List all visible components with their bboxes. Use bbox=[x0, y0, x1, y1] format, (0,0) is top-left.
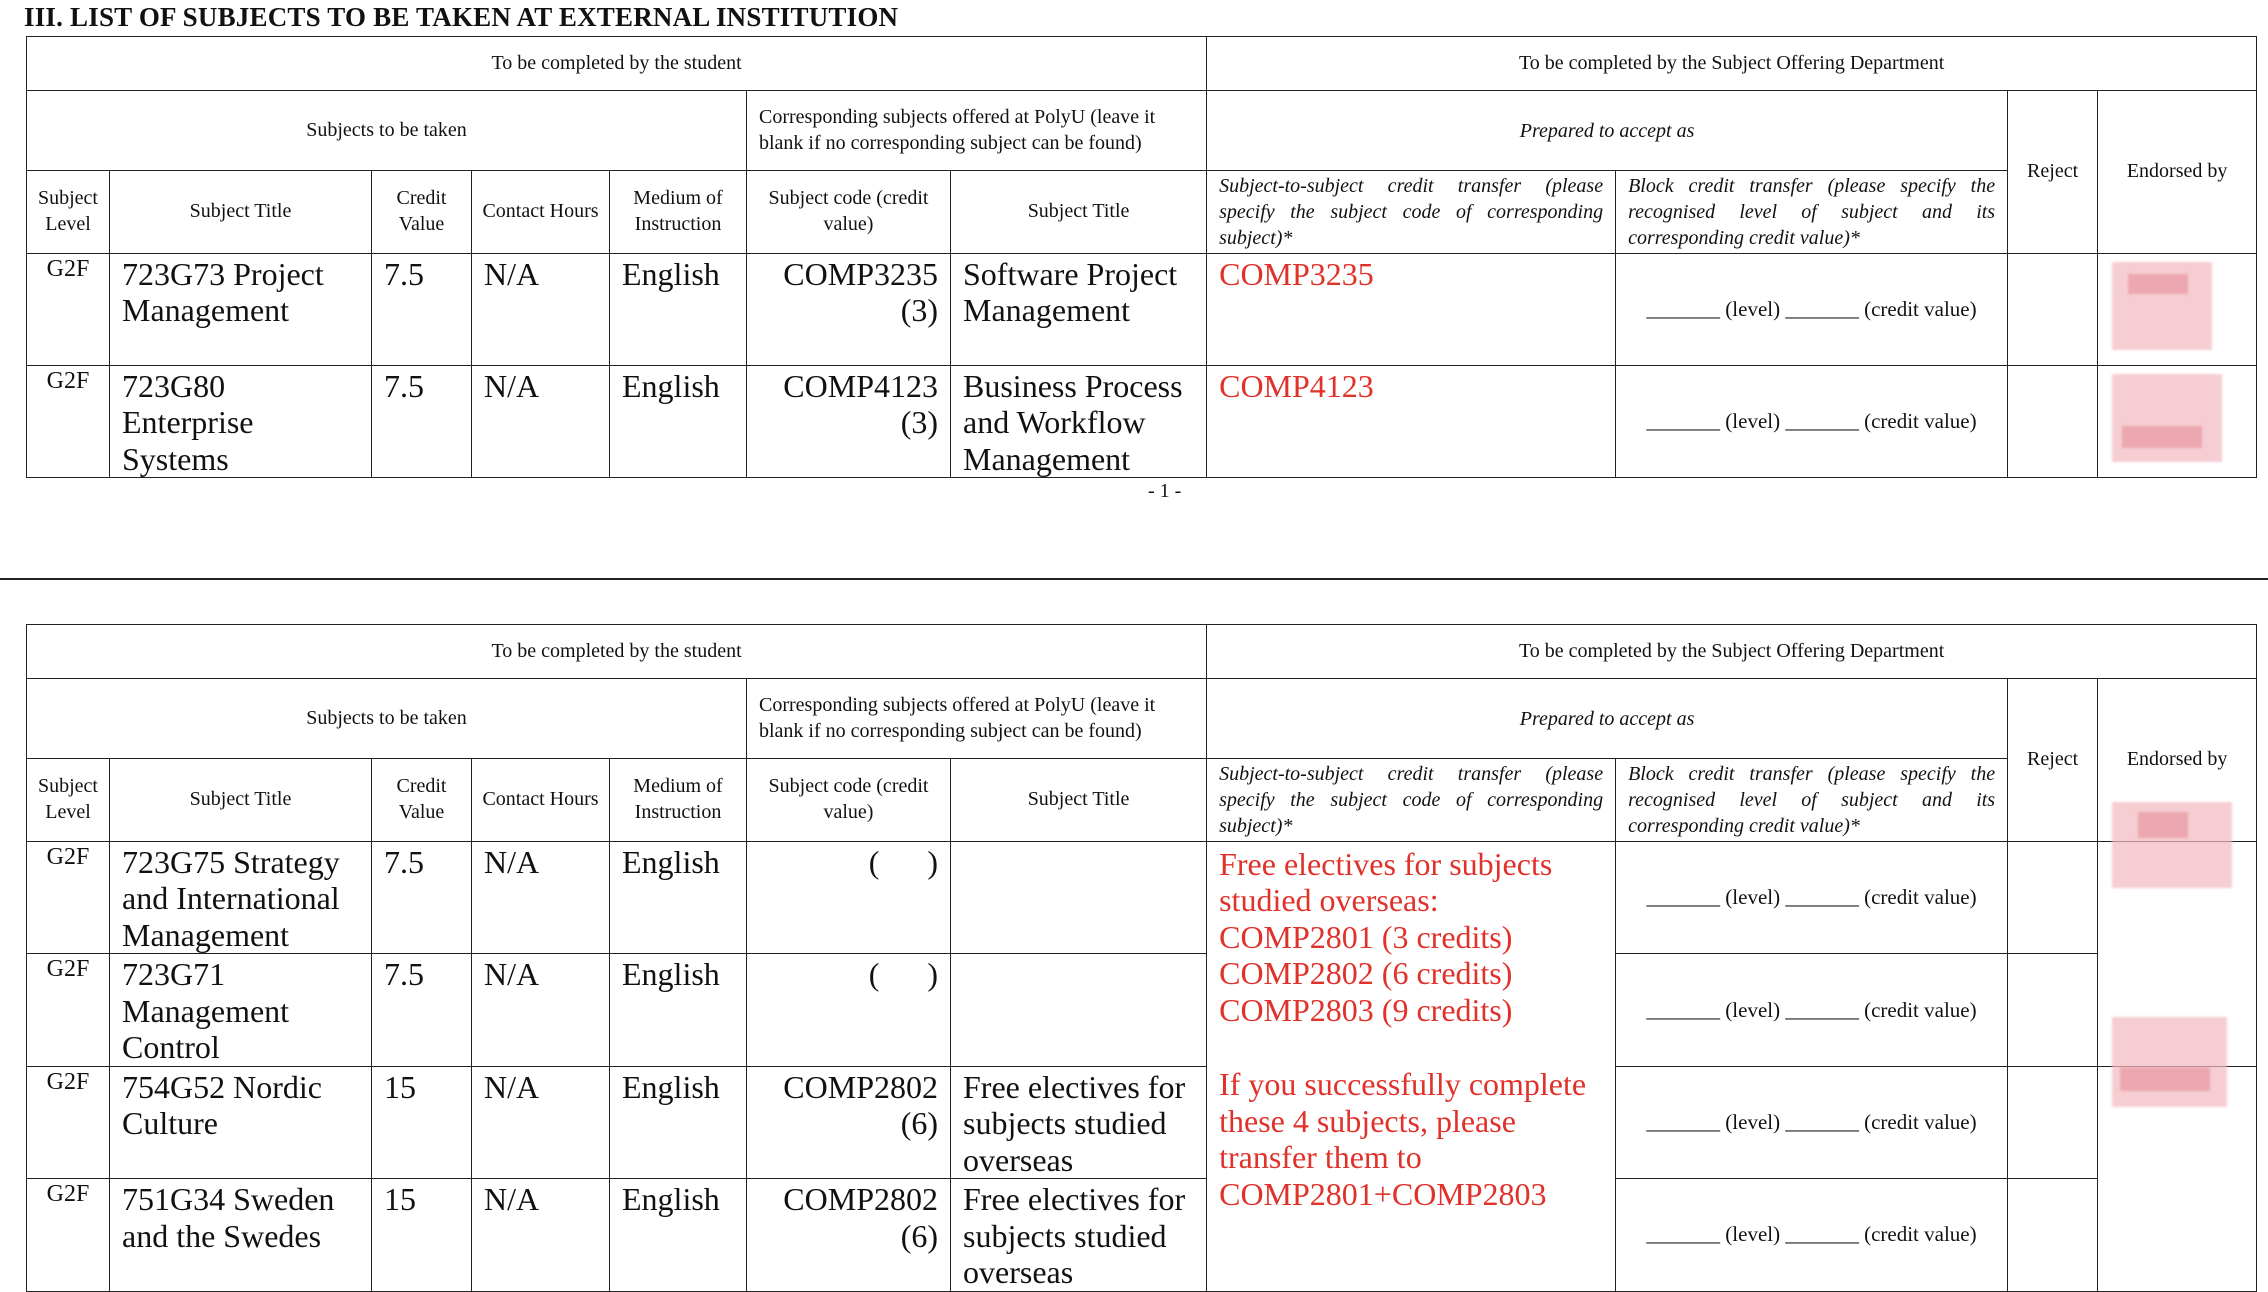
student-section-header: To be completed by the student bbox=[27, 37, 1207, 91]
contact-hours: N/A bbox=[472, 954, 610, 1066]
subject-level-header: Subject Level bbox=[27, 171, 110, 254]
signature-redacted bbox=[2098, 254, 2257, 366]
note-line: COMP2803 (9 credits) bbox=[1219, 991, 1513, 1028]
s2s-header: Subject-to-subject credit transfer (please specify the subject code of corresponding subject)* bbox=[1207, 759, 1616, 842]
reject-cell bbox=[2008, 1179, 2098, 1291]
credit-value-header: Credit Value bbox=[372, 759, 472, 842]
department-section-header: To be completed by the Subject Offering Department bbox=[1207, 625, 2257, 679]
subject-title: 723G71 Management Control bbox=[110, 954, 372, 1066]
subject-code: COMP4123 (3) bbox=[747, 366, 951, 478]
table-row bbox=[27, 254, 2257, 366]
block-credit-blank: _______ (level) _______ (credit value) bbox=[1616, 254, 2008, 366]
subject-code: COMP3235 (3) bbox=[747, 254, 951, 366]
reject-cell bbox=[2008, 1066, 2098, 1178]
subject-code: COMP2802 (6) bbox=[747, 1179, 951, 1291]
subject-level: G2F bbox=[27, 1179, 110, 1291]
endorsed-by-header: Endorsed by bbox=[2098, 91, 2257, 254]
subject-level: G2F bbox=[27, 954, 110, 1066]
table-row bbox=[27, 1179, 2257, 1291]
subject-code-header: Subject code (credit value) bbox=[747, 759, 951, 842]
department-section-header: To be completed by the Subject Offering Department bbox=[1207, 37, 2257, 91]
table-row bbox=[27, 842, 2257, 954]
note-line: Free electives for subjects studied overseas: bbox=[1219, 846, 1553, 919]
s2s-value: COMP3235 bbox=[1207, 254, 1616, 366]
credit-value: 15 bbox=[372, 1066, 472, 1178]
subject-title-header: Subject Title bbox=[110, 171, 372, 254]
polyu-title: Free electives for subjects studied overseas bbox=[951, 1179, 1207, 1291]
reject-cell bbox=[2008, 842, 2098, 954]
credit-value: 7.5 bbox=[372, 254, 472, 366]
polyu-title bbox=[951, 954, 1207, 1066]
medium: English bbox=[610, 254, 747, 366]
subject-title: 723G73 Project Management bbox=[110, 254, 372, 366]
note-line: COMP2801 (3 credits) bbox=[1219, 918, 1513, 955]
subject-title-header: Subject Title bbox=[110, 759, 372, 842]
polyu-title-header: Subject Title bbox=[951, 171, 1207, 254]
signature-redacted bbox=[2098, 366, 2257, 478]
medium: English bbox=[610, 1179, 747, 1291]
contact-hours-header: Contact Hours bbox=[472, 759, 610, 842]
medium: English bbox=[610, 1066, 747, 1178]
subjects-table-page2 bbox=[26, 624, 2257, 1292]
reject-header: Reject bbox=[2008, 91, 2098, 254]
credit-value: 7.5 bbox=[372, 954, 472, 1066]
s2s-value: COMP4123 bbox=[1207, 366, 1616, 478]
contact-hours: N/A bbox=[472, 1179, 610, 1291]
block-credit-blank: _______ (level) _______ (credit value) bbox=[1616, 1066, 2008, 1178]
table-row bbox=[27, 1066, 2257, 1178]
prepared-to-accept-header: Prepared to accept as bbox=[1207, 91, 2008, 171]
table-row bbox=[27, 366, 2257, 478]
polyu-title: Software Project Management bbox=[951, 254, 1207, 366]
transfer-note bbox=[1207, 842, 1616, 1292]
block-credit-blank: _______ (level) _______ (credit value) bbox=[1616, 366, 2008, 478]
reject-cell bbox=[2008, 954, 2098, 1066]
subject-level: G2F bbox=[27, 254, 110, 366]
block-credit-blank: _______ (level) _______ (credit value) bbox=[1616, 1179, 2008, 1291]
page-number: - 1 - bbox=[1148, 480, 1182, 502]
subject-code: ( ) bbox=[747, 954, 951, 1066]
contact-hours: N/A bbox=[472, 366, 610, 478]
contact-hours: N/A bbox=[472, 254, 610, 366]
section-title: III. LIST OF SUBJECTS TO BE TAKEN AT EXTERNAL INSTITUTION bbox=[24, 2, 899, 32]
reject-cell bbox=[2008, 254, 2098, 366]
reject-header: Reject bbox=[2008, 679, 2098, 842]
subject-title: 723G80 Enterprise Systems bbox=[110, 366, 372, 478]
subject-level: G2F bbox=[27, 366, 110, 478]
block-header: Block credit transfer (please specify the recognised level of subject and its corresponding credit value)* bbox=[1616, 171, 2008, 254]
subject-level: G2F bbox=[27, 842, 110, 954]
subject-code-header: Subject code (credit value) bbox=[747, 171, 951, 254]
block-credit-blank: _______ (level) _______ (credit value) bbox=[1616, 842, 2008, 954]
subject-title: 754G52 Nordic Culture bbox=[110, 1066, 372, 1178]
subjects-table-page1 bbox=[26, 36, 2257, 478]
subject-level: G2F bbox=[27, 1066, 110, 1178]
subjects-to-be-taken-header: Subjects to be taken bbox=[27, 679, 747, 759]
polyu-title: Business Process and Workflow Management bbox=[951, 366, 1207, 478]
contact-hours: N/A bbox=[472, 1066, 610, 1178]
medium-header: Medium of Instruction bbox=[610, 171, 747, 254]
credit-value: 7.5 bbox=[372, 842, 472, 954]
subject-title: 751G34 Sweden and the Swedes bbox=[110, 1179, 372, 1291]
credit-value-header: Credit Value bbox=[372, 171, 472, 254]
medium: English bbox=[610, 366, 747, 478]
subject-code: COMP2802 (6) bbox=[747, 1066, 951, 1178]
corresponding-subjects-header: Corresponding subjects offered at PolyU (leave it blank if no corresponding subject can be found) bbox=[747, 679, 1207, 759]
contact-hours: N/A bbox=[472, 842, 610, 954]
signature-redacted bbox=[2098, 1066, 2257, 1291]
polyu-title: Free electives for subjects studied overseas bbox=[951, 1066, 1207, 1178]
polyu-title bbox=[951, 842, 1207, 954]
note-line: If you successfully complete these 4 subjects, please transfer them to COMP2801+COMP2803 bbox=[1219, 1066, 1587, 1212]
page-separator bbox=[0, 578, 2268, 580]
subject-title: 723G75 Strategy and International Management bbox=[110, 842, 372, 954]
s2s-header: Subject-to-subject credit transfer (please specify the subject code of corresponding subject)* bbox=[1207, 171, 1616, 254]
block-credit-blank: _______ (level) _______ (credit value) bbox=[1616, 954, 2008, 1066]
medium-header: Medium of Instruction bbox=[610, 759, 747, 842]
subject-level-header: Subject Level bbox=[27, 759, 110, 842]
polyu-title-header: Subject Title bbox=[951, 759, 1207, 842]
medium: English bbox=[610, 954, 747, 1066]
medium: English bbox=[610, 842, 747, 954]
subjects-to-be-taken-header: Subjects to be taken bbox=[27, 91, 747, 171]
contact-hours-header: Contact Hours bbox=[472, 171, 610, 254]
note-line: COMP2802 (6 credits) bbox=[1219, 955, 1513, 992]
endorsed-by-header: Endorsed by bbox=[2098, 679, 2257, 842]
credit-value: 7.5 bbox=[372, 366, 472, 478]
reject-cell bbox=[2008, 366, 2098, 478]
prepared-to-accept-header: Prepared to accept as bbox=[1207, 679, 2008, 759]
subject-code: ( ) bbox=[747, 842, 951, 954]
corresponding-subjects-header: Corresponding subjects offered at PolyU (leave it blank if no corresponding subject can be found) bbox=[747, 91, 1207, 171]
student-section-header: To be completed by the student bbox=[27, 625, 1207, 679]
block-header: Block credit transfer (please specify the recognised level of subject and its corresponding credit value)* bbox=[1616, 759, 2008, 842]
table-row bbox=[27, 954, 2257, 1066]
credit-value: 15 bbox=[372, 1179, 472, 1291]
